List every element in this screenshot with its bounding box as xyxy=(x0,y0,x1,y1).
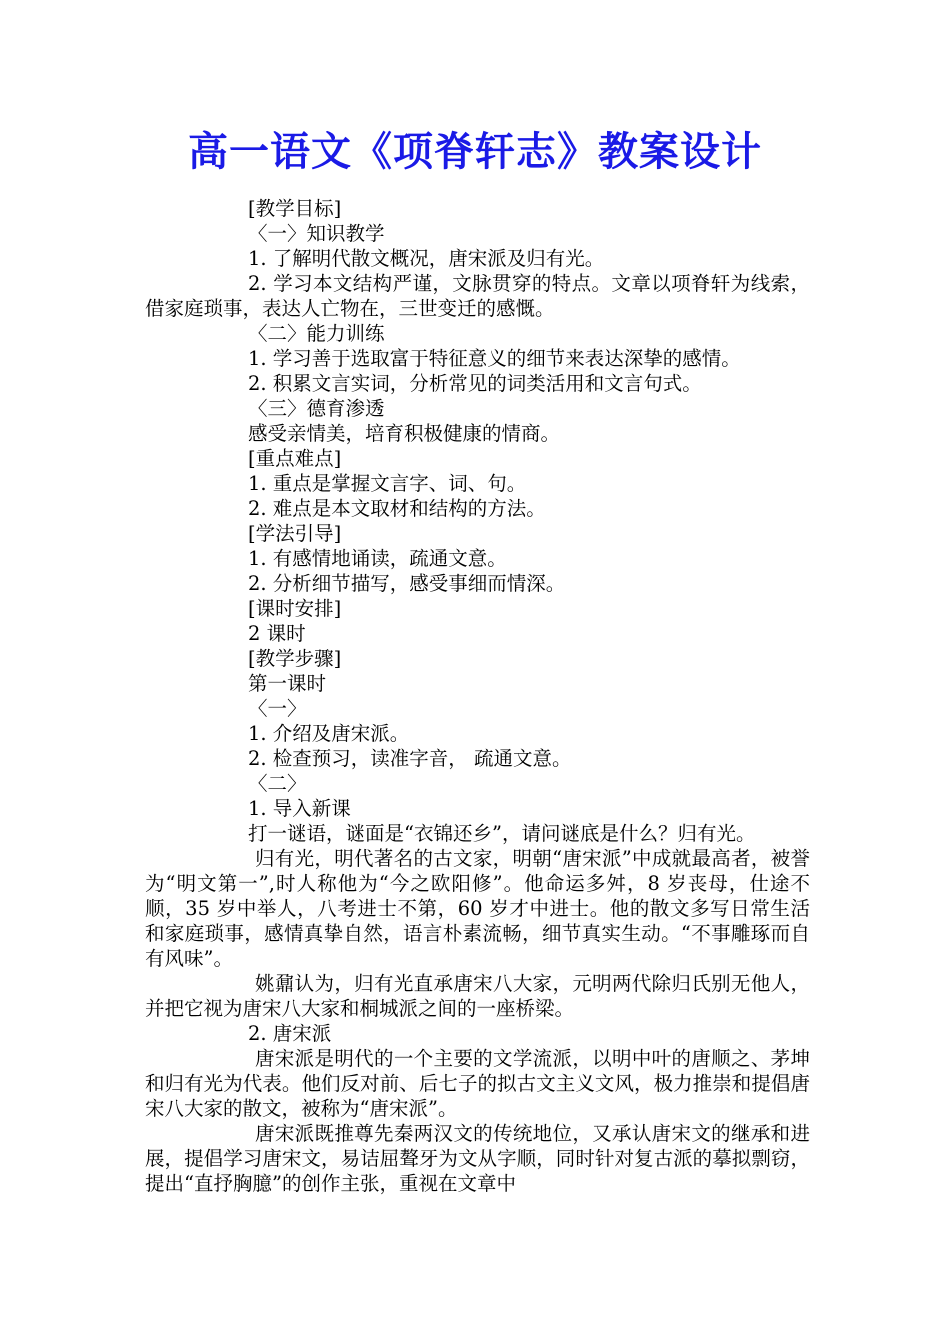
body-line: 〈二〉能力训练 xyxy=(248,322,385,345)
body-line: [课时安排] xyxy=(248,597,342,620)
body-paragraph: 唐宋派是明代的一个主要的文学流派，以明中叶的唐顺之、茅坤和归有光为代表。他们反对前、后七子的拟古文主义文风，极力推崇和提倡唐宋八大家的散文，被称为“唐宋派”。 xyxy=(145,1047,810,1120)
body-line: 2. 分析细节描写，感受事细而情深。 xyxy=(248,572,566,595)
body-line: 2. 唐宋派 xyxy=(248,1022,332,1045)
body-line: 2. 难点是本文取材和结构的方法。 xyxy=(248,497,546,520)
body-paragraph: 2. 学习本文结构严谨，文脉贯穿的特点。文章以项脊轩为线索，借家庭琐事，表达人亡物在，三世变迁的感慨。 xyxy=(145,272,810,320)
body-paragraph: 打一谜语，谜面是“衣锦还乡”，请问谜底是什么？归有光。 xyxy=(248,822,756,845)
body-paragraph: 唐宋派既推尊先秦两汉文的传统地位，又承认唐宋文的继承和进展，提倡学习唐宋文，易诘屈聱牙为文从字顺，同时针对复古派的摹拟剽窃，提出“直抒胸臆”的创作主张，重视在文章中 xyxy=(145,1122,810,1195)
body-line: 2. 积累文言实词，分析常见的词类活用和文言句式。 xyxy=(248,372,702,395)
body-line: [重点难点] xyxy=(248,447,342,470)
body-line: [教学目标] xyxy=(248,197,342,220)
body-line: 〈一〉知识教学 xyxy=(248,222,385,245)
body-line: 1. 导入新课 xyxy=(248,797,351,820)
body-line: 〈三〉德育渗透 xyxy=(248,397,385,420)
body-paragraph: 姚鼐认为，归有光直承唐宋八大家，元明两代除归氏别无他人，并把它视为唐宋八大家和桐城派之间的一座桥梁。 xyxy=(145,972,810,1020)
body-line: 1. 学习善于选取富于特征意义的细节来表达深挚的感情。 xyxy=(248,347,741,370)
document-title: 高一语文《项脊轩志》教案设计 xyxy=(188,129,762,175)
body-line: 第一课时 xyxy=(248,672,327,695)
body-line: [教学步骤] xyxy=(248,647,342,670)
body-line: 感受亲情美，培育积极健康的情商。 xyxy=(248,422,561,445)
body-paragraph: 归有光，明代著名的古文家，明朝“唐宋派”中成就最高者，被誉为“明文第一”,时人称他为“今之欧阳修”。他命运多舛，8 岁丧母，仕途不顺，35 岁中举人，八考进士不第，60 岁才中进士。他的散文多写日常生活和家庭琐事，感情真挚自然，语言朴素流畅，细节真实生动。“不事雕琢而自有风味”。 xyxy=(145,847,810,970)
body-line: 1. 重点是掌握文言字、词、句。 xyxy=(248,472,527,495)
body-line: 〈二〉 xyxy=(248,772,307,795)
body-line: 1. 介绍及唐宋派。 xyxy=(248,722,410,745)
document-body xyxy=(145,196,810,1196)
body-line: 1. 了解明代散文概况，唐宋派及归有光。 xyxy=(248,247,605,270)
body-line: 2. 检查预习，读准字音， 疏通文意。 xyxy=(248,747,572,770)
body-line: [学法引导] xyxy=(248,522,342,545)
body-line: 1. 有感情地诵读，疏通文意。 xyxy=(248,547,507,570)
body-line: 〈一〉 xyxy=(248,697,307,720)
body-line: 2 课时 xyxy=(248,622,306,645)
